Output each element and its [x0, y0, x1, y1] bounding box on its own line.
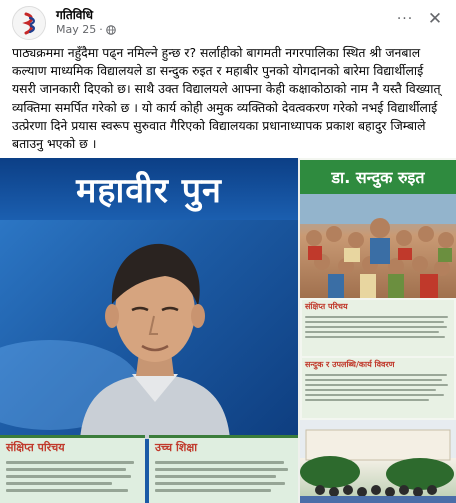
post-date[interactable]: May 25: [56, 23, 97, 36]
meta-separator: ·: [99, 23, 103, 36]
globe-icon: [106, 25, 116, 35]
post-body-text: पाठ्यक्रममा नहुँदैमा पढ्न नमिल्ने हुन्छ र? सर्लाहीको बागमती नगरपालिका स्थित श्री जनबाल कल्याण माध्यमिक विद्यालयले डा सन्दुक रुइत र महाबीर पुनको योगदानको बारेमा विद्यार्थीलाई यसरी जानकारी दिएको छ। साथै उक्त विद्यालयले आफ्ना केही कक्षाकोठाको नाम नै यस्तै विख्यात् व्यक्तिमा समर्पित गरेको छ । यो कार्य कोही अमुक व्यक्तिको देवत्वकरण गरेको नभई विद्यार्थीलाई उत्प्रेरणा दिने प्रयास स्वरूप सुरुवात गैरिएको विद्यालयका प्रधानाध्यापक प्रकाश बहादुर जिम्बाले बताउनु भएको छ ।: [12, 45, 441, 152]
page-logo-icon: [13, 7, 46, 40]
education-card-title: उच्च शिक्षा: [155, 441, 198, 454]
post-image[interactable]: [0, 158, 456, 503]
sanduk-ruit-title: डा. सन्दुक रुइत: [300, 160, 456, 194]
mahabir-pun-banner: महावीर पुन: [0, 158, 298, 220]
right-intro-title: संक्षिप्त परिचय: [305, 302, 348, 311]
post-author-name[interactable]: गतिविधि: [56, 8, 93, 22]
right-intro-section: [302, 300, 454, 356]
portrait-photo: [70, 224, 240, 439]
education-card: [149, 435, 298, 503]
more-options-icon[interactable]: ···: [396, 11, 414, 27]
right-achievement-title: सन्दुक र उपलब्धि/कार्य विवरण: [305, 360, 395, 369]
info-cards: [0, 435, 298, 503]
school-photo: [300, 420, 456, 503]
sanduk-ruit-panel: [300, 158, 456, 503]
close-icon[interactable]: ✕: [427, 9, 443, 29]
post-header: [0, 0, 456, 44]
intro-card: [0, 435, 145, 503]
right-achievement-section: [302, 358, 454, 418]
page-avatar[interactable]: [12, 6, 46, 40]
intro-card-title: संक्षिप्त परिचय: [6, 441, 65, 454]
group-photo: [300, 194, 456, 298]
mahabir-pun-panel: [0, 158, 298, 503]
post-meta: [56, 23, 116, 36]
